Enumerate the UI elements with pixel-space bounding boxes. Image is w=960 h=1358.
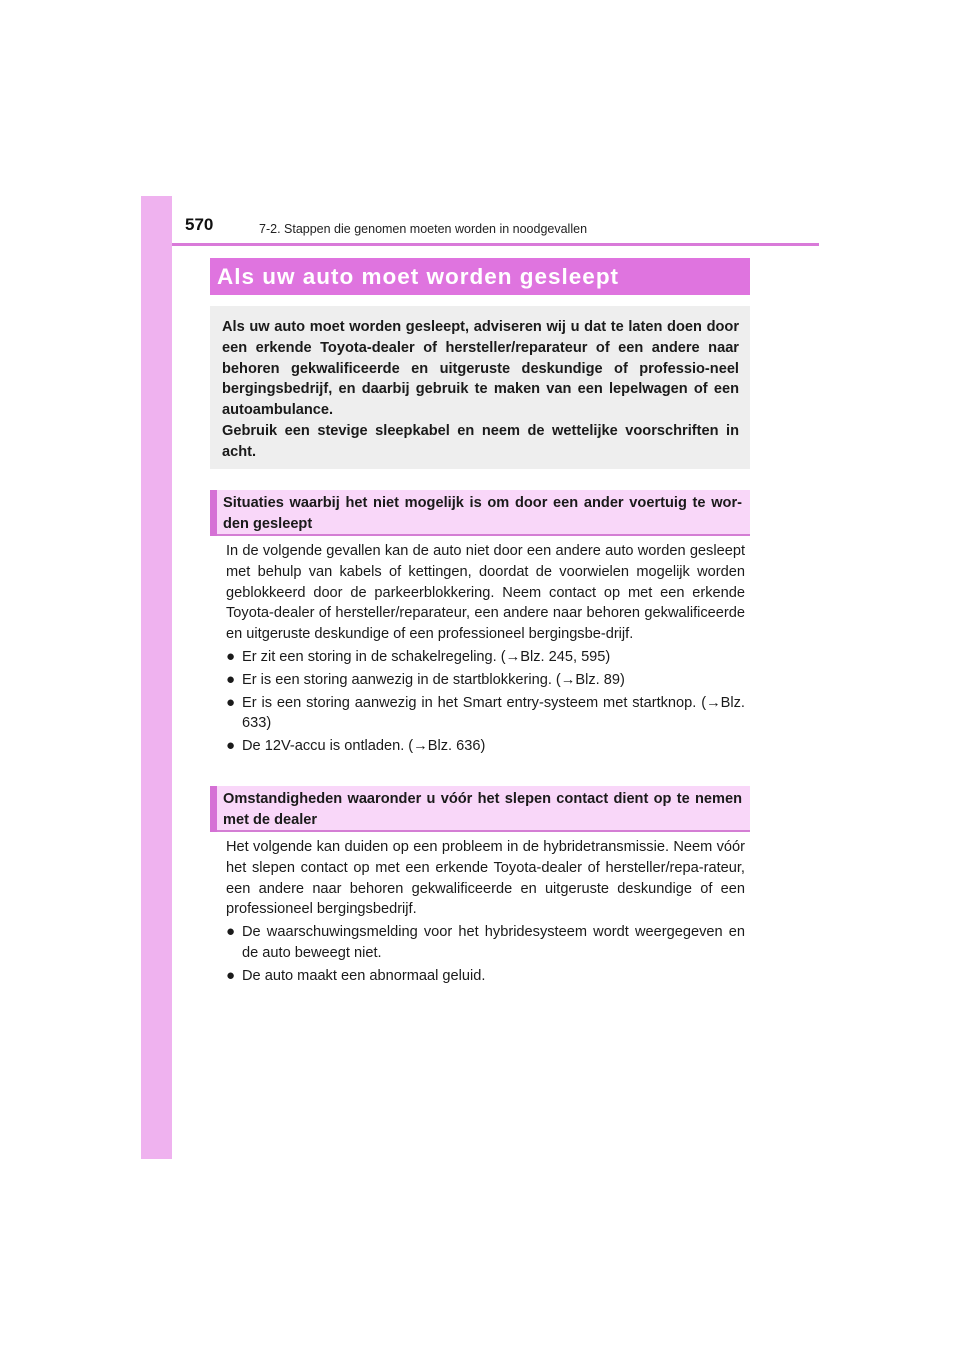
bullet-icon: ●: [226, 966, 236, 984]
list-item: [226, 922, 745, 964]
intro-box: [210, 306, 750, 469]
intro-paragraph: Als uw auto moet worden gesleept, adviseren wij u dat te laten doen door een erkende Toyota-dealer of hersteller/reparateur of een andere naar behoren gekwalificeerde en uitgeruste deskundige of professio-neel bergingsbedrijf, en daarbij gebruik te maken van een lepelwagen of een autoambulance.: [222, 319, 739, 419]
bullet-icon: ●: [226, 693, 236, 711]
section-title: Als uw auto moet worden gesleept: [217, 263, 620, 289]
bullet-icon: ●: [226, 737, 236, 755]
intro-paragraph: Gebruik een stevige sleepkabel en neem de wettelijke voorschriften in acht.: [222, 422, 739, 460]
bullet-icon: ●: [226, 647, 236, 665]
list-item: [226, 966, 745, 987]
subsection-heading-box: [210, 786, 750, 832]
subsection-paragraph: Het volgende kan duiden op een probleem in de hybridetransmissie. Neem vóór het slepen contact op met een erkende Toyota-dealer of hersteller/repa-rateur, een andere naar behoren gekwalificeerde en uitgeruste deskundige of een professioneel bergingsbedrijf.: [226, 839, 745, 918]
subsection-paragraph: In de volgende gevallen kan de auto niet door een andere auto worden gesleept met behulp van kabels of kettingen, doordat de voorwielen mogelijk worden geblokkeerd door de parkeerblokkering. Neem contact op met een erkende Toyota-dealer of hersteller/reparateur, een andere naar behoren gekwalificeerde en uitgeruste deskundige of een professioneel bergingsbe-drijf.: [226, 543, 745, 643]
subsection-heading: Omstandigheden waaronder u vóór het slepen contact dient op te nemen met de dealer: [223, 791, 742, 828]
subsection-body: [226, 837, 745, 987]
list-item-text: Er zit een storing in de schakelregeling. (→Blz. 245, 595): [242, 648, 611, 665]
header-divider: [172, 243, 819, 246]
page-number: 570: [185, 215, 214, 234]
list-item-text: Er is een storing aanwezig in het Smart entry-systeem met startknop. (→Blz. 633): [242, 694, 745, 732]
running-header: 7-2. Stappen die genomen moeten worden in noodgevallen: [259, 222, 588, 236]
list-item: [226, 670, 745, 691]
subsection-body: [226, 541, 745, 757]
list-item: [226, 693, 745, 735]
bullet-icon: ●: [226, 670, 236, 688]
list-item-text: De auto maakt een abnormaal geluid.: [242, 967, 486, 984]
side-color-strip: [141, 196, 172, 1159]
list-item-text: De 12V-accu is ontladen. (→Blz. 636): [242, 738, 486, 755]
list-item: [226, 736, 745, 757]
subsection-heading-box: [210, 490, 750, 536]
list-item-text: De waarschuwingsmelding voor het hybridesysteem wordt weergegeven en de auto beweegt niet.: [242, 924, 745, 961]
subsection-heading: Situaties waarbij het niet mogelijk is om door een ander voertuig te wor-den gesleept: [223, 495, 742, 532]
list-item-text: Er is een storing aanwezig in de startblokkering. (→Blz. 89): [242, 671, 625, 688]
bullet-icon: ●: [226, 923, 236, 941]
section-title-bar: [210, 258, 750, 295]
list-item: [226, 647, 745, 668]
